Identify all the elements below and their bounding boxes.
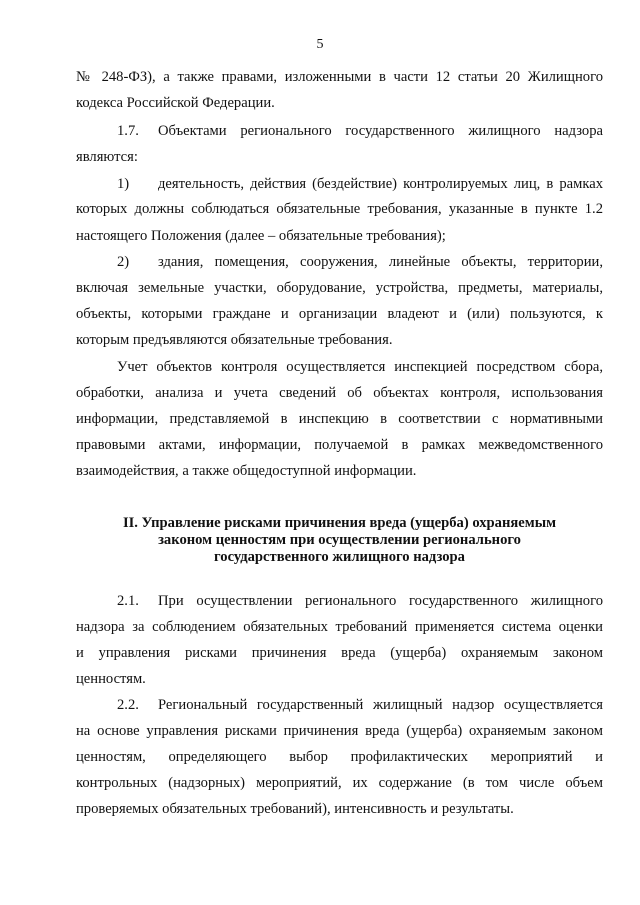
text-line: Объектами регионального государственного жилищного надзора (158, 123, 603, 139)
section-heading-line: законом ценностям при осуществлении регионального (158, 532, 521, 548)
list-item-number: 1) (117, 176, 130, 192)
text-line: проверяемых обязательных требований), интенсивность и результаты. (76, 801, 514, 817)
text-line: кодекса Российской Федерации. (76, 95, 275, 111)
text-line: правовыми актами, информации, получаемой в рамках межведомственного (76, 437, 603, 453)
page-number: 5 (316, 37, 324, 52)
text-line: обработки, анализа и учета сведений об объектах контроля, использования (76, 385, 603, 401)
text-line: на основе управления рисками причинения вреда (ущерба) охраняемым законом (76, 723, 603, 739)
list-item-number: 2) (117, 254, 130, 270)
paragraph-number: 2.2. (117, 697, 139, 713)
text-line: деятельность, действия (бездействие) контролируемых лиц, в рамках (158, 176, 603, 192)
text-line: здания, помещения, сооружения, линейные объекты, территории, (158, 254, 603, 270)
text-line: надзора за соблюдением обязательных требований применяется система оценки (76, 619, 603, 635)
text-line: которым предъявляются обязательные требования. (76, 332, 393, 348)
text-line: ценностям, определяющего выбор профилактических мероприятий и (76, 749, 603, 765)
text-line: которых должны соблюдаться обязательные требования, указанные в пункте 1.2 (76, 201, 603, 217)
text-line: информации, представляемой в инспекцию в соответствии с нормативными (76, 411, 603, 427)
section-heading-line: II. Управление рисками причинения вреда (ущерба) охраняемым (122, 515, 557, 531)
text-line: При осуществлении регионального государственного жилищного (158, 593, 603, 609)
section-heading-line: государственного жилищного надзора (214, 549, 465, 565)
text-line: взаимодействия, а также общедоступной информации. (76, 463, 417, 479)
text-line: ценностям. (76, 671, 146, 687)
paragraph-number: 2.1. (117, 593, 139, 609)
text-line: Региональный государственный жилищный надзор осуществляется (158, 697, 603, 713)
text-line: и управления рисками причинения вреда (ущерба) охраняемым законом (76, 645, 603, 661)
text-line: настоящего Положения (далее – обязательные требования); (76, 228, 446, 244)
text-line: объекты, которыми граждане и организации владеют и (или) пользуются, к (76, 306, 603, 322)
text-line: контрольных (надзорных) мероприятий, их содержание (в том числе объем (76, 775, 603, 791)
paragraph-number: 1.7. (117, 123, 139, 139)
text-line: Учет объектов контроля осуществляется инспекцией посредством сбора, (117, 359, 603, 375)
text-line: включая земельные участки, оборудование, устройства, предметы, материалы, (76, 280, 603, 296)
text-line: № 248-ФЗ), а также правами, изложенными в части 12 статьи 20 Жилищного (76, 69, 603, 85)
text-line: являются: (76, 149, 138, 165)
